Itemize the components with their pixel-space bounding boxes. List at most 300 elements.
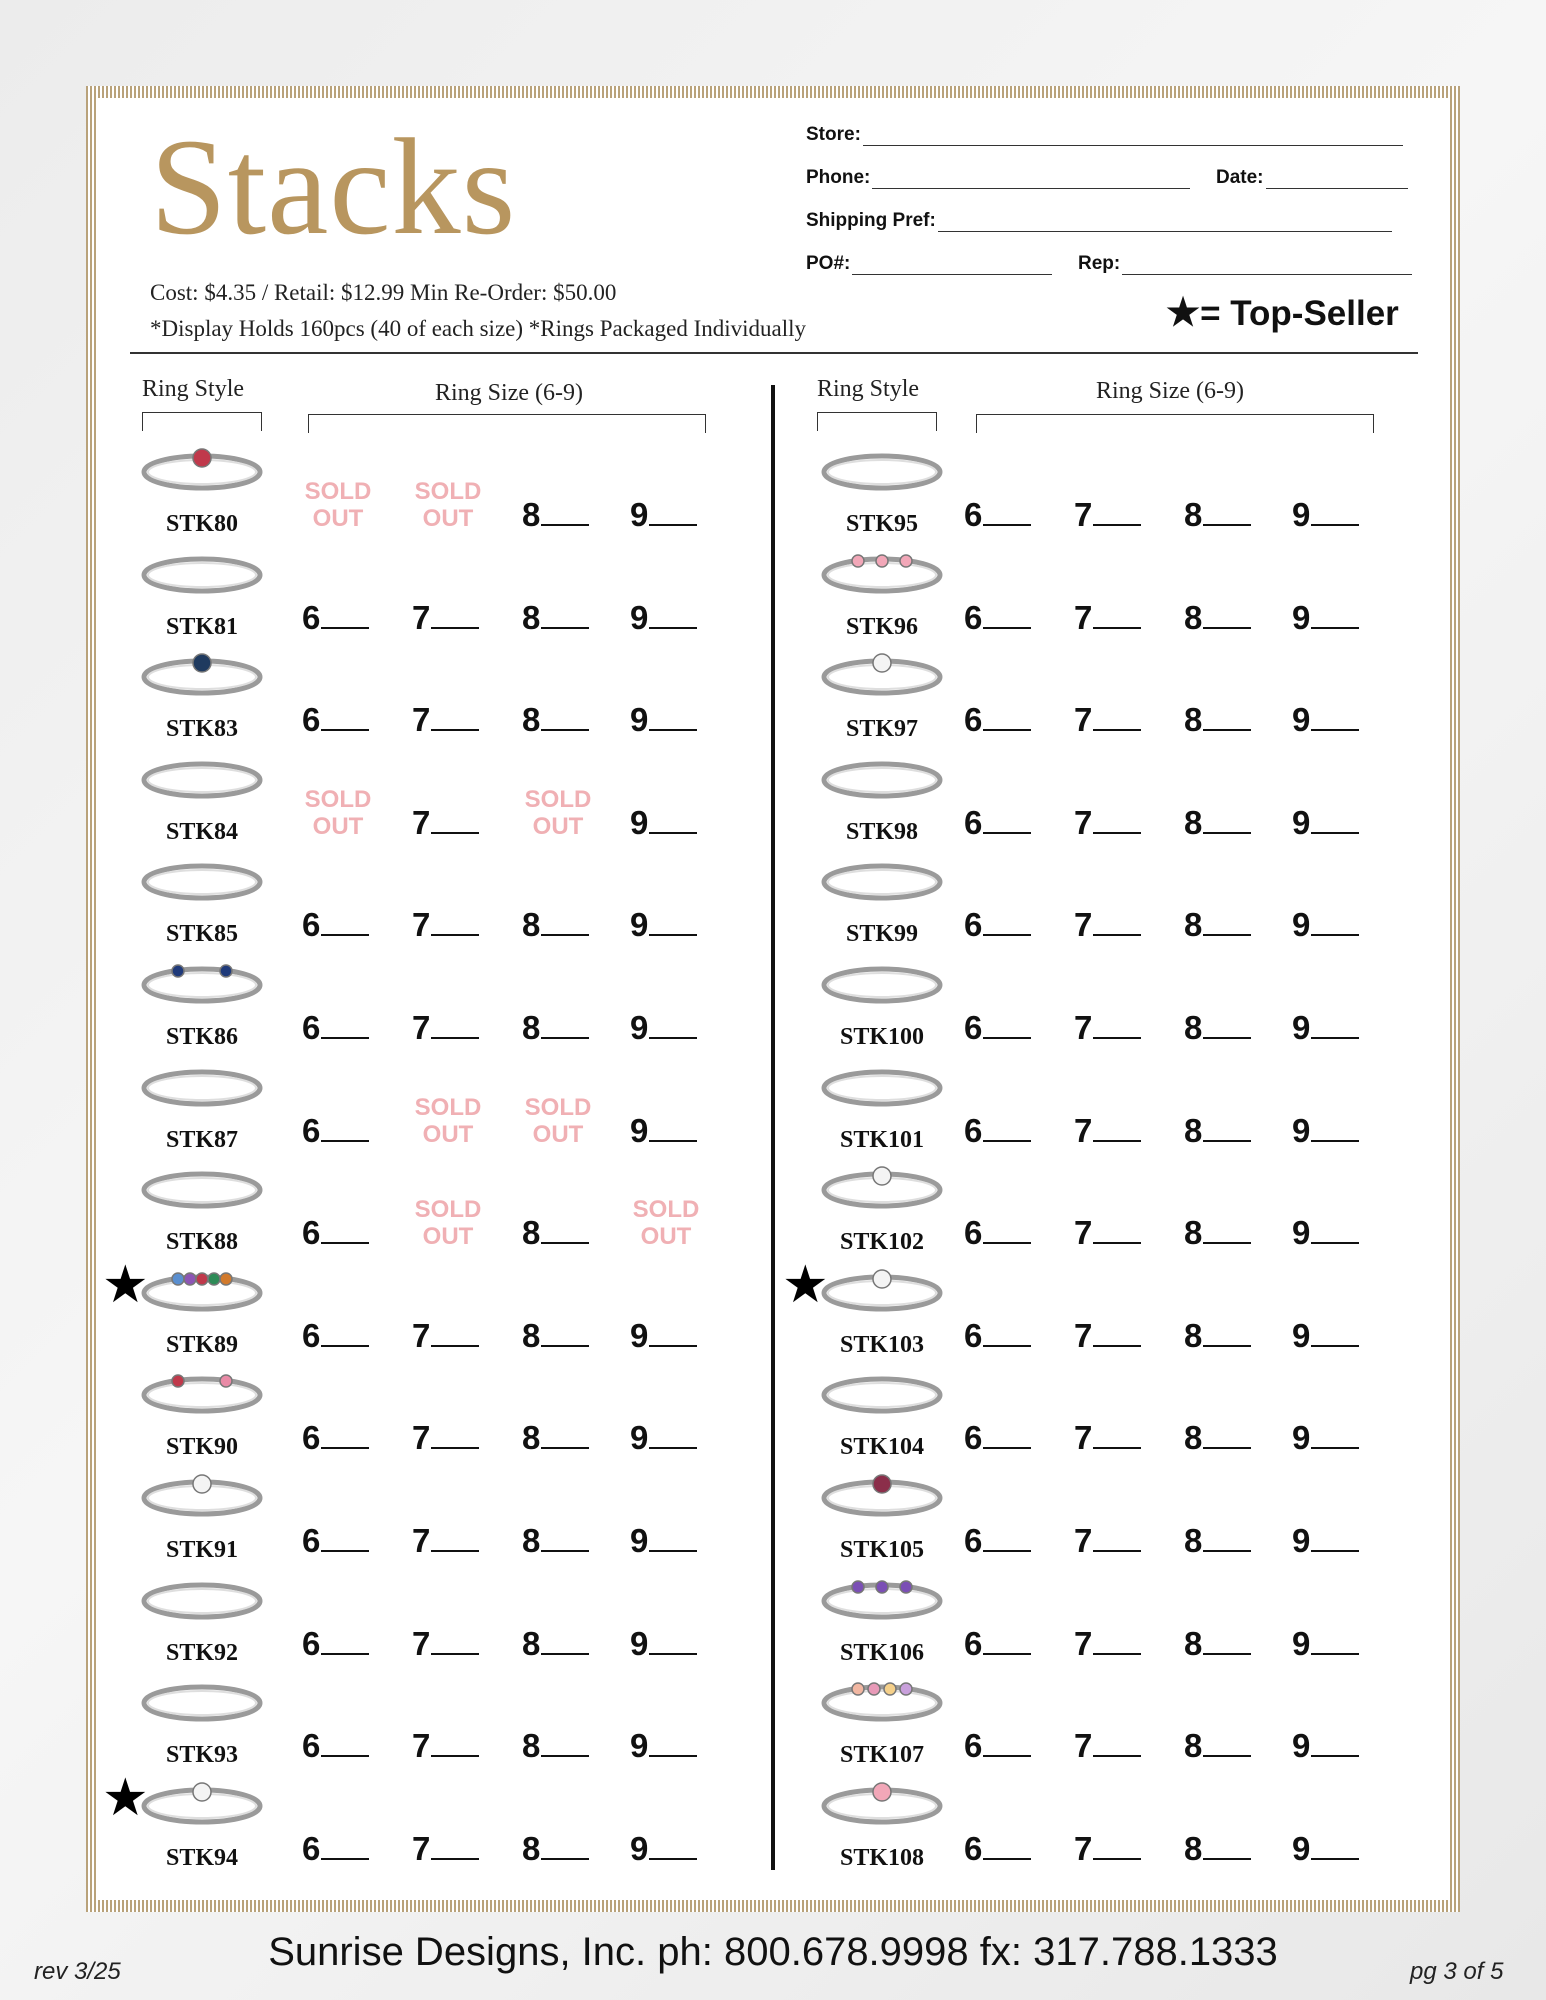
quantity-blank[interactable] (1203, 1037, 1251, 1039)
size-8-quantity[interactable] (1184, 1214, 1266, 1252)
quantity-blank[interactable] (321, 1653, 369, 1655)
size-7-quantity[interactable] (412, 599, 494, 637)
size-number: 6 (302, 1522, 321, 1559)
size-number: 7 (1074, 1624, 1093, 1662)
size-number: 7 (412, 1009, 431, 1046)
quantity-blank[interactable] (431, 1550, 479, 1552)
size-number: 8 (1184, 598, 1203, 636)
quantity-blank[interactable] (1093, 832, 1141, 834)
size-number: 6 (302, 1214, 321, 1252)
size-6-quantity[interactable] (964, 1727, 1046, 1765)
quantity-blank[interactable] (541, 1037, 589, 1039)
quantity-blank[interactable] (649, 832, 697, 834)
size-number: 9 (630, 1624, 649, 1662)
quantity-blank[interactable] (983, 729, 1031, 731)
legend-label: = Top-Seller (1200, 294, 1399, 333)
quantity-blank[interactable] (1093, 1653, 1141, 1655)
ring-stone (900, 555, 912, 567)
ring-row-stk85 (138, 840, 778, 948)
ring-image (138, 430, 266, 500)
size-7-quantity[interactable] (412, 804, 494, 842)
quantity-blank[interactable] (1093, 1345, 1141, 1347)
quantity-blank[interactable] (541, 1345, 589, 1347)
quantity-blank[interactable] (321, 1345, 369, 1347)
phone-field[interactable] (806, 167, 1190, 189)
size-8-quantity[interactable] (522, 1625, 604, 1663)
quantity-blank[interactable] (1093, 934, 1141, 936)
size-6-quantity[interactable] (964, 701, 1046, 739)
size-8-quantity[interactable] (522, 1522, 604, 1560)
quantity-blank[interactable] (983, 1858, 1031, 1860)
size-8-quantity[interactable] (1184, 1522, 1266, 1560)
quantity-blank[interactable] (649, 1653, 697, 1655)
size-8-quantity[interactable] (1184, 804, 1266, 842)
size-7-quantity[interactable] (412, 1522, 494, 1560)
size-number: 9 (1292, 906, 1311, 944)
quantity-blank[interactable] (321, 1447, 369, 1449)
size-number: 8 (1184, 1522, 1203, 1559)
size-number: 6 (302, 1624, 321, 1662)
quantity-blank[interactable] (983, 1447, 1031, 1449)
sold-out-label (518, 786, 598, 840)
size-number: 7 (412, 1624, 431, 1662)
quantity-blank[interactable] (431, 1755, 479, 1757)
size-8-quantity[interactable] (522, 1009, 604, 1047)
quantity-blank[interactable] (649, 1140, 697, 1142)
quantity-blank[interactable] (1203, 832, 1251, 834)
size-9-quantity[interactable] (1292, 906, 1374, 944)
size-8-quantity[interactable] (1184, 1625, 1266, 1663)
size-number: 6 (964, 1214, 983, 1252)
ring-style-name: STK81 (165, 613, 239, 640)
size-8-quantity[interactable] (522, 1317, 604, 1355)
size-number: 6 (964, 906, 983, 944)
ring-style-name: STK91 (165, 1537, 239, 1563)
left-ring-size-header: Ring Size (6-9) (435, 380, 583, 406)
shipping-line[interactable] (938, 211, 1392, 232)
quantity-blank[interactable] (541, 1242, 589, 1244)
size-6-quantity[interactable] (302, 1419, 384, 1457)
size-9-quantity[interactable] (630, 1112, 712, 1150)
quantity-blank[interactable] (541, 627, 589, 629)
size-6-quantity[interactable] (302, 599, 384, 637)
size-8-quantity[interactable] (1184, 701, 1266, 739)
size-6-quantity[interactable] (964, 1522, 1046, 1560)
size-number: 8 (1184, 803, 1203, 841)
quantity-blank[interactable] (649, 1858, 697, 1860)
quantity-blank[interactable] (1203, 1550, 1251, 1552)
quantity-blank[interactable] (1311, 934, 1359, 936)
size-9-quantity[interactable] (1292, 1214, 1374, 1252)
quantity-blank[interactable] (1311, 1755, 1359, 1757)
quantity-blank[interactable] (1203, 524, 1251, 526)
size-7-quantity[interactable] (412, 906, 494, 944)
quantity-blank[interactable] (649, 1447, 697, 1449)
size-7-quantity[interactable] (1074, 1317, 1156, 1355)
size-8-quantity[interactable] (1184, 1009, 1266, 1047)
size-6-quantity[interactable] (302, 1522, 384, 1560)
size-number: 9 (630, 1009, 649, 1046)
size-number: 7 (412, 1522, 431, 1559)
size-9-quantity[interactable] (630, 1522, 712, 1560)
quantity-blank[interactable] (649, 1037, 697, 1039)
ring-style-name: STK104 (839, 1434, 925, 1461)
ring-image (818, 533, 946, 603)
sold-out-line-1: SOLD (414, 1196, 482, 1224)
quantity-blank[interactable] (1311, 1345, 1359, 1347)
quantity-blank[interactable] (1093, 627, 1141, 629)
quantity-blank[interactable] (1093, 1858, 1141, 1860)
ring-style-name: STK108 (839, 1844, 925, 1871)
size-number: 8 (1184, 1009, 1203, 1046)
size-7-quantity[interactable] (1074, 599, 1156, 637)
quantity-blank[interactable] (1093, 1037, 1141, 1039)
size-8-quantity[interactable] (1184, 906, 1266, 944)
quantity-blank[interactable] (321, 1140, 369, 1142)
quantity-blank[interactable] (649, 627, 697, 629)
size-9-quantity[interactable] (630, 701, 712, 739)
quantity-blank[interactable] (431, 1653, 479, 1655)
quantity-blank[interactable] (983, 1242, 1031, 1244)
quantity-blank[interactable] (1203, 1345, 1251, 1347)
right-ring-style-header: Ring Style (817, 376, 920, 402)
quantity-blank[interactable] (1311, 729, 1359, 731)
size-9-quantity[interactable] (1292, 1522, 1374, 1560)
size-8-quantity[interactable] (1184, 1830, 1266, 1868)
ring-row-stk95 (818, 430, 1458, 537)
size-9-quantity[interactable] (1292, 1317, 1374, 1355)
size-9-quantity[interactable] (1292, 1112, 1374, 1150)
quantity-blank[interactable] (541, 934, 589, 936)
ring-row-stk88 (138, 1148, 778, 1256)
size-6-quantity[interactable] (964, 599, 1046, 637)
size-6-quantity[interactable] (964, 496, 1046, 534)
quantity-blank[interactable] (321, 1037, 369, 1039)
size-number: 6 (302, 1316, 321, 1354)
ring-stone (193, 1783, 211, 1801)
quantity-blank[interactable] (983, 1550, 1031, 1552)
top-seller-star-icon: ★ (782, 1255, 829, 1314)
quantity-blank[interactable] (983, 1345, 1031, 1347)
size-8-quantity[interactable] (522, 701, 604, 739)
size-7-quantity[interactable] (1074, 906, 1156, 944)
quantity-blank[interactable] (983, 934, 1031, 936)
size-9-quantity[interactable] (630, 496, 712, 534)
quantity-blank[interactable] (431, 832, 479, 834)
po-line[interactable] (852, 254, 1052, 275)
size-8-quantity[interactable] (522, 1214, 604, 1252)
size-7-quantity[interactable] (1074, 1522, 1156, 1560)
rep-line[interactable] (1122, 254, 1412, 275)
ring-row-stk90 (138, 1353, 778, 1461)
quantity-blank[interactable] (321, 627, 369, 629)
quantity-blank[interactable] (649, 524, 697, 526)
size-8-quantity[interactable] (1184, 496, 1266, 534)
quantity-blank[interactable] (1203, 627, 1251, 629)
size-9-quantity[interactable] (630, 1625, 712, 1663)
size-number: 6 (964, 1009, 983, 1046)
size-7-quantity[interactable] (1074, 1112, 1156, 1150)
ring-stone (208, 1273, 220, 1285)
quantity-blank[interactable] (1203, 1653, 1251, 1655)
ring-row-stk99 (818, 840, 1458, 948)
quantity-blank[interactable] (1311, 627, 1359, 629)
quantity-blank[interactable] (1311, 1242, 1359, 1244)
size-7-quantity[interactable] (412, 701, 494, 739)
size-6-quantity[interactable] (964, 804, 1046, 842)
ring-row-stk103 (782, 1251, 1458, 1358)
size-6-quantity[interactable] (964, 1317, 1046, 1355)
size-number: 6 (302, 598, 321, 636)
quantity-blank[interactable] (541, 1447, 589, 1449)
ring-row-stk81 (138, 533, 778, 640)
size-9-quantity[interactable] (630, 804, 712, 842)
size-9-quantity[interactable] (1292, 804, 1374, 842)
size-7-quantity[interactable] (412, 1419, 494, 1457)
size-6-quantity[interactable] (302, 1009, 384, 1047)
quantity-blank[interactable] (1203, 1447, 1251, 1449)
quantity-blank[interactable] (321, 729, 369, 731)
size-number: 9 (630, 1829, 649, 1867)
size-7-quantity[interactable] (1074, 1830, 1156, 1868)
size-8-quantity[interactable] (522, 906, 604, 944)
store-field[interactable] (806, 124, 1403, 146)
size-7-quantity[interactable] (1074, 1009, 1156, 1047)
date-line[interactable] (1266, 168, 1408, 189)
quantity-blank[interactable] (431, 627, 479, 629)
size-6-quantity[interactable] (302, 1727, 384, 1765)
size-6-quantity[interactable] (964, 1419, 1046, 1457)
quantity-blank[interactable] (649, 729, 697, 731)
size-7-quantity[interactable] (1074, 701, 1156, 739)
quantity-blank[interactable] (649, 1755, 697, 1757)
quantity-blank[interactable] (541, 1755, 589, 1757)
ring-row-stk107 (818, 1661, 1458, 1769)
quantity-blank[interactable] (541, 524, 589, 526)
size-number: 8 (1184, 1419, 1203, 1457)
quantity-blank[interactable] (1093, 1242, 1141, 1244)
size-8-quantity[interactable] (522, 496, 604, 534)
size-number: 7 (412, 1829, 431, 1867)
size-number: 7 (412, 906, 431, 944)
size-8-quantity[interactable] (522, 1419, 604, 1457)
size-number: 6 (302, 1829, 321, 1867)
size-7-quantity[interactable] (1074, 496, 1156, 534)
size-number: 9 (630, 1111, 649, 1149)
quantity-blank[interactable] (1093, 524, 1141, 526)
size-8-quantity[interactable] (1184, 599, 1266, 637)
size-6-quantity[interactable] (964, 1625, 1046, 1663)
quantity-blank[interactable] (1311, 1037, 1359, 1039)
quantity-blank[interactable] (1203, 1140, 1251, 1142)
ring-style-name: STK95 (845, 511, 919, 537)
size-8-quantity[interactable] (1184, 1727, 1266, 1765)
size-9-quantity[interactable] (630, 599, 712, 637)
size-6-quantity[interactable] (302, 701, 384, 739)
shipping-field[interactable] (806, 210, 1392, 232)
quantity-blank[interactable] (983, 524, 1031, 526)
size-8-quantity[interactable] (1184, 1419, 1266, 1457)
quantity-blank[interactable] (431, 729, 479, 731)
ring-style-name: STK98 (845, 818, 919, 845)
size-9-quantity[interactable] (1292, 1727, 1374, 1765)
quantity-blank[interactable] (1093, 1140, 1141, 1142)
ring-image (138, 1661, 266, 1731)
size-8-quantity[interactable] (522, 1727, 604, 1765)
size-9-quantity[interactable] (1292, 1419, 1374, 1457)
quantity-blank[interactable] (649, 1550, 697, 1552)
quantity-blank[interactable] (321, 1858, 369, 1860)
size-number: 8 (522, 1624, 541, 1662)
ring-image (138, 1251, 266, 1321)
size-number: 9 (1292, 1522, 1311, 1559)
quantity-blank[interactable] (1311, 1858, 1359, 1860)
size-8-quantity[interactable] (522, 599, 604, 637)
size-number: 8 (1184, 1624, 1203, 1662)
size-6-quantity[interactable] (302, 1830, 384, 1868)
quantity-blank[interactable] (431, 1447, 479, 1449)
quantity-blank[interactable] (541, 1858, 589, 1860)
sold-out-line-1: SOLD (414, 1093, 482, 1121)
ring-stone (873, 1167, 891, 1185)
quantity-blank[interactable] (431, 934, 479, 936)
quantity-blank[interactable] (1311, 1447, 1359, 1449)
quantity-blank[interactable] (983, 1755, 1031, 1757)
size-7-quantity[interactable] (412, 1625, 494, 1663)
size-9-quantity[interactable] (630, 1317, 712, 1355)
revision-label: rev 3/25 (34, 1958, 121, 1985)
size-number: 6 (302, 1727, 321, 1765)
quantity-blank[interactable] (1093, 1447, 1141, 1449)
quantity-blank[interactable] (431, 1858, 479, 1860)
quantity-blank[interactable] (321, 1550, 369, 1552)
size-7-quantity[interactable] (1074, 1727, 1156, 1765)
quantity-blank[interactable] (1093, 729, 1141, 731)
ring-stone (876, 555, 888, 567)
quantity-blank[interactable] (431, 1345, 479, 1347)
quantity-blank[interactable] (1093, 1550, 1141, 1552)
phone-line[interactable] (872, 168, 1190, 189)
size-6-quantity[interactable] (302, 1625, 384, 1663)
size-7-quantity[interactable] (1074, 804, 1156, 842)
header-divider (130, 352, 1418, 354)
quantity-blank[interactable] (1311, 1550, 1359, 1552)
quantity-blank[interactable] (1203, 934, 1251, 936)
quantity-blank[interactable] (541, 1550, 589, 1552)
size-number: 7 (1074, 1829, 1093, 1867)
rep-field[interactable] (1078, 253, 1412, 275)
top-seller-star-icon: ★ (102, 1768, 149, 1827)
ring-row-stk100 (818, 943, 1458, 1050)
quantity-blank[interactable] (1311, 832, 1359, 834)
size-9-quantity[interactable] (1292, 496, 1374, 534)
size-9-quantity[interactable] (1292, 1625, 1374, 1663)
size-9-quantity[interactable] (1292, 1830, 1374, 1868)
quantity-blank[interactable] (1203, 1242, 1251, 1244)
quantity-blank[interactable] (983, 1037, 1031, 1039)
ring-row-stk104 (818, 1353, 1458, 1461)
ring-image (138, 738, 266, 808)
quantity-blank[interactable] (1311, 1140, 1359, 1142)
quantity-blank[interactable] (983, 832, 1031, 834)
quantity-blank[interactable] (1093, 1755, 1141, 1757)
sold-out-line-2: OUT (532, 1120, 584, 1148)
size-6-quantity[interactable] (302, 1214, 384, 1252)
size-9-quantity[interactable] (1292, 599, 1374, 637)
quantity-blank[interactable] (1203, 1858, 1251, 1860)
size-7-quantity[interactable] (412, 1317, 494, 1355)
size-8-quantity[interactable] (522, 1830, 604, 1868)
size-6-quantity[interactable] (302, 1317, 384, 1355)
size-6-quantity[interactable] (964, 1830, 1046, 1868)
po-field[interactable] (806, 253, 1052, 275)
size-9-quantity[interactable] (630, 1419, 712, 1457)
ring-row-stk86 (138, 943, 778, 1050)
size-7-quantity[interactable] (412, 1830, 494, 1868)
store-line[interactable] (863, 125, 1403, 146)
quantity-blank[interactable] (541, 1653, 589, 1655)
size-7-quantity[interactable] (1074, 1625, 1156, 1663)
size-9-quantity[interactable] (630, 1727, 712, 1765)
size-6-quantity[interactable] (964, 1214, 1046, 1252)
size-6-quantity[interactable] (964, 906, 1046, 944)
size-9-quantity[interactable] (1292, 1009, 1374, 1047)
ring-row-stk84 (138, 738, 778, 845)
quantity-blank[interactable] (321, 1242, 369, 1244)
display-note: *Display Holds 160pcs (40 of each size) *Rings Packaged Individually (150, 316, 807, 341)
size-7-quantity[interactable] (1074, 1419, 1156, 1457)
quantity-blank[interactable] (983, 1653, 1031, 1655)
quantity-blank[interactable] (649, 1345, 697, 1347)
size-7-quantity[interactable] (412, 1009, 494, 1047)
size-7-quantity[interactable] (412, 1727, 494, 1765)
quantity-blank[interactable] (431, 1037, 479, 1039)
size-9-quantity[interactable] (630, 1830, 712, 1868)
quantity-blank[interactable] (649, 934, 697, 936)
pricing-info: Cost: $4.35 / Retail: $12.99 Min Re-Order: $50.00 (150, 280, 617, 305)
ring-image (818, 1046, 946, 1116)
size-number: 9 (630, 1419, 649, 1457)
size-8-quantity[interactable] (1184, 1112, 1266, 1150)
size-6-quantity[interactable] (964, 1112, 1046, 1150)
size-6-quantity[interactable] (302, 906, 384, 944)
quantity-blank[interactable] (321, 934, 369, 936)
size-6-quantity[interactable] (964, 1009, 1046, 1047)
size-6-quantity[interactable] (302, 1112, 384, 1150)
size-8-quantity[interactable] (1184, 1317, 1266, 1355)
size-number: 6 (964, 1522, 983, 1559)
ring-stone (184, 1273, 196, 1285)
quantity-blank[interactable] (541, 729, 589, 731)
quantity-blank[interactable] (1203, 729, 1251, 731)
size-9-quantity[interactable] (1292, 701, 1374, 739)
quantity-blank[interactable] (321, 1755, 369, 1757)
ring-stone (873, 1783, 891, 1801)
quantity-blank[interactable] (983, 627, 1031, 629)
ring-stone (884, 1683, 896, 1695)
ring-image (138, 1353, 266, 1423)
quantity-blank[interactable] (1311, 1653, 1359, 1655)
quantity-blank[interactable] (1203, 1755, 1251, 1757)
date-field[interactable] (1216, 167, 1408, 189)
quantity-blank[interactable] (983, 1140, 1031, 1142)
size-9-quantity[interactable] (630, 1009, 712, 1047)
ring-style-name: STK84 (165, 818, 239, 845)
size-9-quantity[interactable] (630, 906, 712, 944)
size-number: 9 (630, 803, 649, 841)
quantity-blank[interactable] (1311, 524, 1359, 526)
size-7-quantity[interactable] (1074, 1214, 1156, 1252)
